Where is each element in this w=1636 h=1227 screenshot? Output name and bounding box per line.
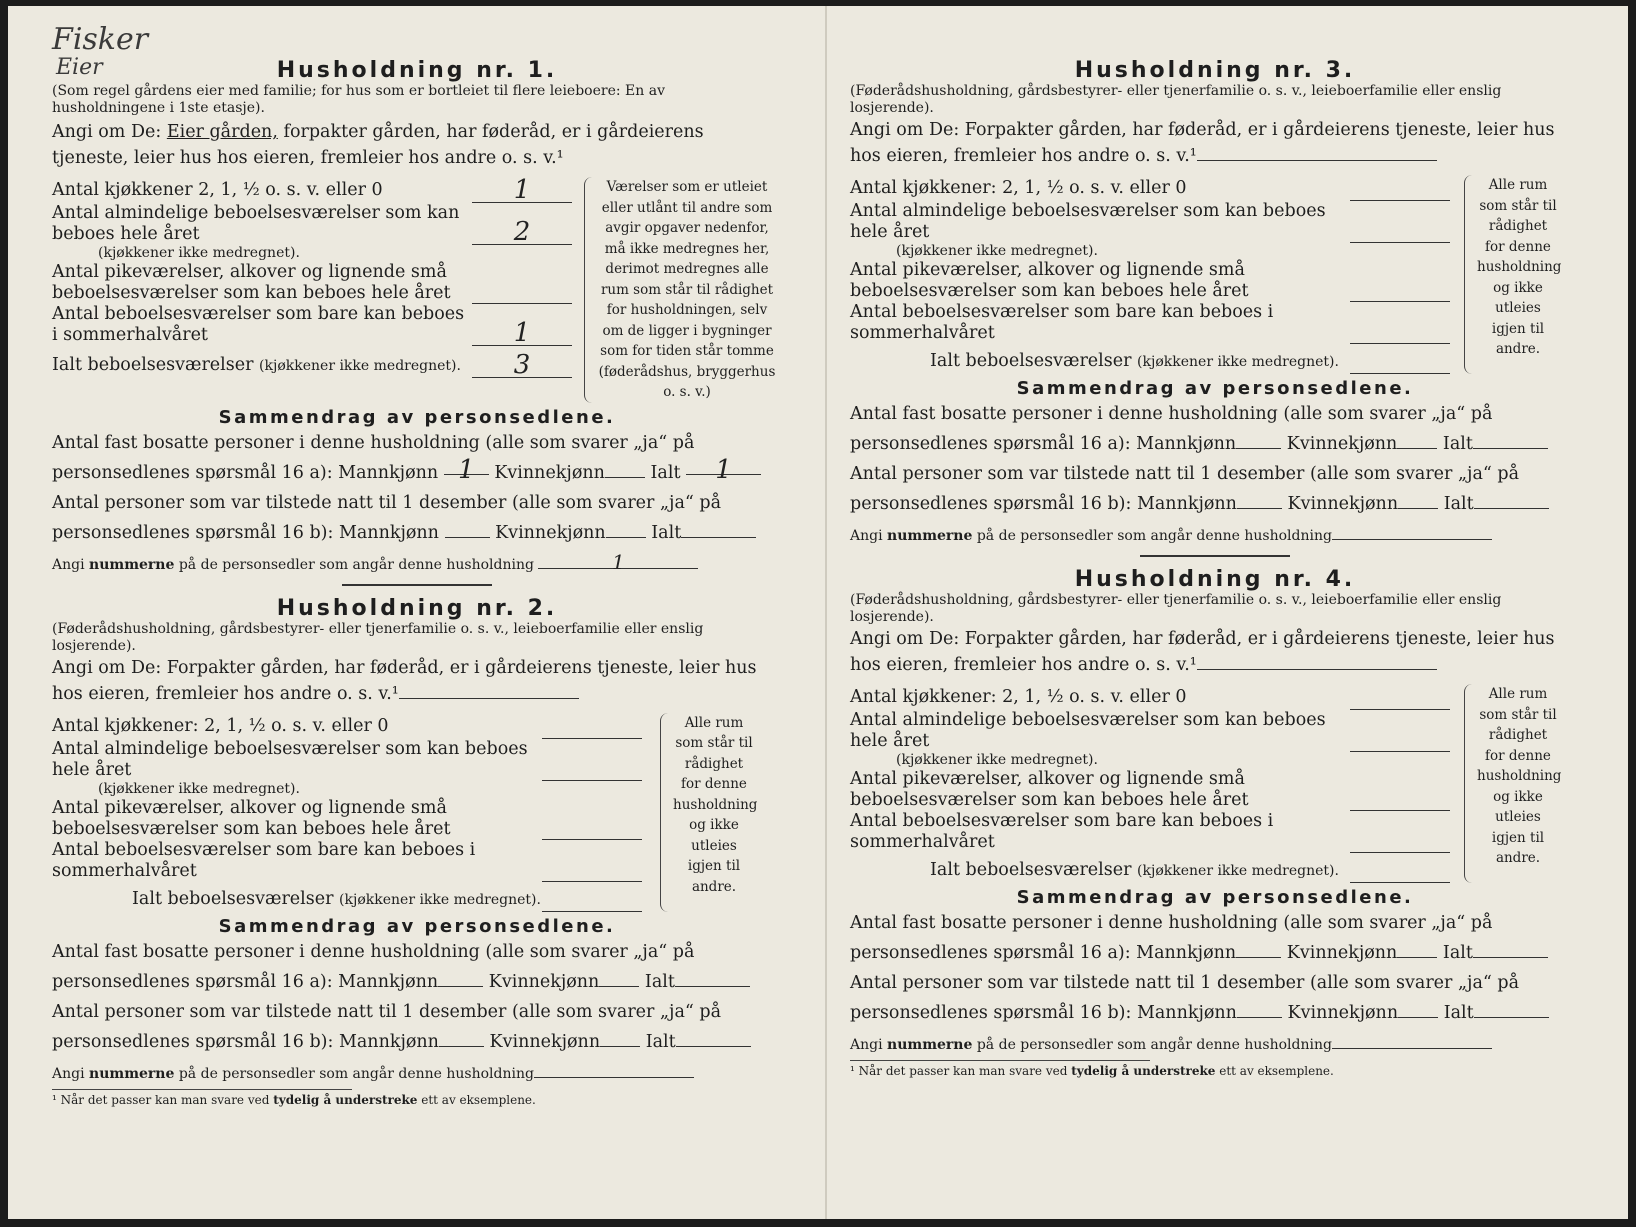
alm-value: 2 xyxy=(513,217,531,247)
household-2-nummerne: Angi nummerne på de personsedler som angår denne husholdning xyxy=(52,1061,782,1083)
household-1-fast: Antal fast bosatte personer i denne husholdning (alle som svarer „ja“ på personsedlenes spørsmål 16 a): Mannkjønn 1 Kvinnekjønn Ialt 1 xyxy=(52,428,782,488)
household-2-title: Husholdning nr. 2. xyxy=(276,595,558,621)
household-3-fast: Antal fast bosatte personer i denne husholdning (alle som svarer „ja“ på personsedlenes spørsmål 16 a): Mannkjønn Kvinnekjønn Ialt xyxy=(850,399,1580,459)
household-3-title: Husholdning nr. 3. xyxy=(1074,58,1356,83)
household-2-angi: Angi om De: Forpakter gården, har føderåd, er i gårdeierens tjeneste, leier hus hos eieren, fremleier hos andre o. s. v.¹ xyxy=(52,657,757,704)
separator xyxy=(1140,555,1290,557)
household-1-sammendrag: Sammendrag av personsedlene. xyxy=(218,406,616,428)
sommer-value: 1 xyxy=(513,318,531,348)
footnote-left: ¹ Når det passer kan man svare ved tydelig å understreke ett av eksemplene. xyxy=(52,1089,352,1107)
household-3-nummerne: Angi nummerne på de personsedler som angår denne husholdning xyxy=(850,523,1580,545)
household-1-title: Husholdning nr. 1. xyxy=(276,58,558,83)
household-1-nummerne: Angi nummerne på de personsedler som angår denne husholdning 1 xyxy=(52,552,782,574)
household-2: Husholdning nr. 2. (Føderådshusholdning, gårdsbestyrer- eller tjenerfamilie o. s. v., leieboerfamilie eller enslig losjerende). Angi om De: Forpakter gården, har føderåd, er i gårdeierens tjeneste, leier hus hos eieren, fremleier hos andre o. s. v.¹ Antal kjøkkener: 2, 1, ½ o. s. v. eller 0 Antal almindelige beboelsesværelser som kan beboes hele året (kjøkkener ikke medregnet). Antal pikeværelser, alkover og lignende små beboelsesværelser som kan beboes hele året Antal beboelsesværelser som bare kan beboes i sommerhalvåret Ialt beboelsesværelser (kjøkkener ikke medregnet). Alle rum som står til rådighet for denne husholdning og ikke utleies igjen til andre. Sammendrag av personsedlene. Antal fast bosatte personer i denne husholdning (alle som svarer „ja“ på personsedlenes spørsmål 16 a): Mannkjønn Kvinnekjønn Ialt Antal personer som var tilstede natt til 1 desember (alle som svarer „ja“ på personsedlenes spørsmål 16 b): Mannkjønn Kvinnekjønn Ialt Angi nummerne på de personsedler som angår denne husholdning ¹ Når det passer kan man svare ved tydelig å understreke ett av eksemplene. xyxy=(52,596,782,1107)
sommer-label: Antal beboelsesværelser som bare kan beboes i sommerhalvåret xyxy=(52,304,465,345)
household-4-tilstede: Antal personer som var tilstede natt til 1 desember (alle som svarer „ja“ på personsedlenes spørsmål 16 b): Mannkjønn Kvinnekjønn Ialt xyxy=(850,968,1580,1028)
right-page xyxy=(850,58,1580,1078)
household-3-tilstede: Antal personer som var tilstede natt til 1 desember (alle som svarer „ja“ på personsedlenes spørsmål 16 b): Mannkjønn Kvinnekjønn Ialt xyxy=(850,459,1580,519)
kjokkener-label: Antal kjøkkener 2, 1, ½ o. s. v. eller 0 xyxy=(52,180,383,200)
alm-label: Antal almindelige beboelsesværelser som kan beboes hele året xyxy=(52,203,460,244)
handwritten-occupation: Fisker xyxy=(52,22,149,57)
household-3: Husholdning nr. 3. (Føderådshusholdning, gårdsbestyrer- eller tjenerfamilie o. s. v., leieboerfamilie eller enslig losjerende). Angi om De: Forpakter gården, har føderåd, er i gårdeierens tjeneste, leier hus hos eieren, fremleier hos andre o. s. v.¹ Antal kjøkkener: 2, 1, ½ o. s. v. eller 0 Antal almindelige beboelsesværelser som kan beboes hele året (kjøkkener ikke medregnet). Antal pikeværelser, alkover og lignende små beboelsesværelser som kan beboes hele året Antal beboelsesværelser som bare kan beboes i sommerhalvåret Ialt beboelsesværelser (kjøkkener ikke medregnet). Alle rum som står til rådighet for denne husholdning og ikke utleies igjen til andre. Sammendrag av personsedlene. Antal fast bosatte personer i denne husholdning (alle som svarer „ja“ på personsedlenes spørsmål 16 a): Mannkjønn Kvinnekjønn Ialt Antal personer som var tilstede natt til 1 desember (alle som svarer „ja“ på personsedlenes spørsmål 16 b): Mannkjønn Kvinnekjønn Ialt Angi nummerne på de personsedler som angår denne husholdning xyxy=(850,58,1580,545)
pike-label: Antal pikeværelser, alkover og lignende små beboelsesværelser som kan beboes hele året xyxy=(52,262,451,303)
household-4-bracket-note: Alle rum som står til rådighet for denne husholdning og ikke utleies igjen til andre. xyxy=(1464,684,1559,883)
household-3-bracket-note: Alle rum som står til rådighet for denne husholdning og ikke utleies igjen til andre. xyxy=(1464,175,1559,374)
household-2-fast: Antal fast bosatte personer i denne husholdning (alle som svarer „ja“ på personsedlenes spørsmål 16 a): Mannkjønn Kvinnekjønn Ialt xyxy=(52,937,782,997)
household-4-fast: Antal fast bosatte personer i denne husholdning (alle som svarer „ja“ på personsedlenes spørsmål 16 a): Mannkjønn Kvinnekjønn Ialt xyxy=(850,908,1580,968)
household-1-angi: Angi om De: Eier gården, forpakter gården, har føderåd, er i gårdeierens tjeneste, leier hus hos eieren, fremleier hos andre o. s. v.¹ xyxy=(52,122,704,168)
household-1-tilstede: Antal personer som var tilstede natt til 1 desember (alle som svarer „ja“ på personsedlenes spørsmål 16 b): Mannkjønn Kvinnekjønn Ialt xyxy=(52,488,782,548)
household-1-note: (Som regel gårdens eier med familie; for hus som er bortleiet til flere leieboere: En av husholdningene i 1ste etasje). xyxy=(52,83,665,116)
household-4: Husholdning nr. 4. (Føderådshusholdning, gårdsbestyrer- eller tjenerfamilie o. s. v., leieboerfamilie eller enslig losjerende). Angi om De: Forpakter gården, har føderåd, er i gårdeierens tjeneste, leier hus hos eieren, fremleier hos andre o. s. v.¹ Antal kjøkkener: 2, 1, ½ o. s. v. eller 0 Antal almindelige beboelsesværelser som kan beboes hele året (kjøkkener ikke medregnet). Antal pikeværelser, alkover og lignende små beboelsesværelser som kan beboes hele året Antal beboelsesværelser som bare kan beboes i sommerhalvåret Ialt beboelsesværelser (kjøkkener ikke medregnet). Alle rum som står til rådighet for denne husholdning og ikke utleies igjen til andre. Sammendrag av personsedlene. Antal fast bosatte personer i denne husholdning (alle som svarer „ja“ på personsedlenes spørsmål 16 a): Mannkjønn Kvinnekjønn Ialt Antal personer som var tilstede natt til 1 desember (alle som svarer „ja“ på personsedlenes spørsmål 16 b): Mannkjønn Kvinnekjønn Ialt Angi nummerne på de personsedler som angår denne husholdning ¹ Når det passer kan man svare ved tydelig å understreke ett av eksemplene. xyxy=(850,567,1580,1078)
household-2-bracket-note: Alle rum som står til rådighet for denne husholdning og ikke utleies igjen til andre. xyxy=(660,713,755,912)
household-1-bracket-note: Værelser som er utleiet eller utlånt til andre som avgir opgaver nedenfor, må ikke medregnes her, derimot medregnes alle rum som står til rådighet for husholdningen, selv om de ligger i bygninger som for tiden står tomme (føderådshus, bryggerhus o. s. v.) xyxy=(584,177,777,403)
ialt-value: 3 xyxy=(513,350,531,380)
household-2-tilstede: Antal personer som var tilstede natt til 1 desember (alle som svarer „ja“ på personsedlenes spørsmål 16 b): Mannkjønn Kvinnekjønn Ialt xyxy=(52,997,782,1057)
ialt-label: Ialt beboelsesværelser (kjøkkener ikke medregnet). xyxy=(52,355,461,375)
footnote-right: ¹ Når det passer kan man svare ved tydelig å understreke ett av eksemplene. xyxy=(850,1060,1150,1078)
household-3-angi: Angi om De: Forpakter gården, har føderåd, er i gårdeierens tjeneste, leier hus hos eieren, fremleier hos andre o. s. v.¹ xyxy=(850,120,1555,166)
household-4-title: Husholdning nr. 4. xyxy=(1074,567,1356,592)
household-1-rooms: Antal kjøkkener 2, 1, ½ o. s. v. eller 0 1 Antal almindelige beboelsesværelser som kan beboes hele året 2 (kjøkkener ikke medregnet). Antal pikeværelser, alkover og lignende små beboelsesværelser som kan beboes hele året Antal beboelsesværelser som bare kan beboes i sommerhalvåret 1 Ialt beboelsesværelser (kjøkkener ikke medregnet). 3 xyxy=(52,177,572,403)
separator xyxy=(342,584,492,586)
household-4-nummerne: Angi nummerne på de personsedler som angår denne husholdning xyxy=(850,1032,1580,1054)
handwritten-scribble: Eier xyxy=(56,55,103,80)
left-page xyxy=(52,58,782,1107)
kjokkener-value: 1 xyxy=(513,175,531,205)
page-fold xyxy=(825,6,827,1219)
household-1 xyxy=(52,58,782,574)
household-4-angi: Angi om De: Forpakter gården, har føderåd, er i gårdeierens tjeneste, leier hus hos eieren, fremleier hos andre o. s. v.¹ xyxy=(850,629,1555,675)
eier-underlined: Eier gården, xyxy=(166,122,278,142)
